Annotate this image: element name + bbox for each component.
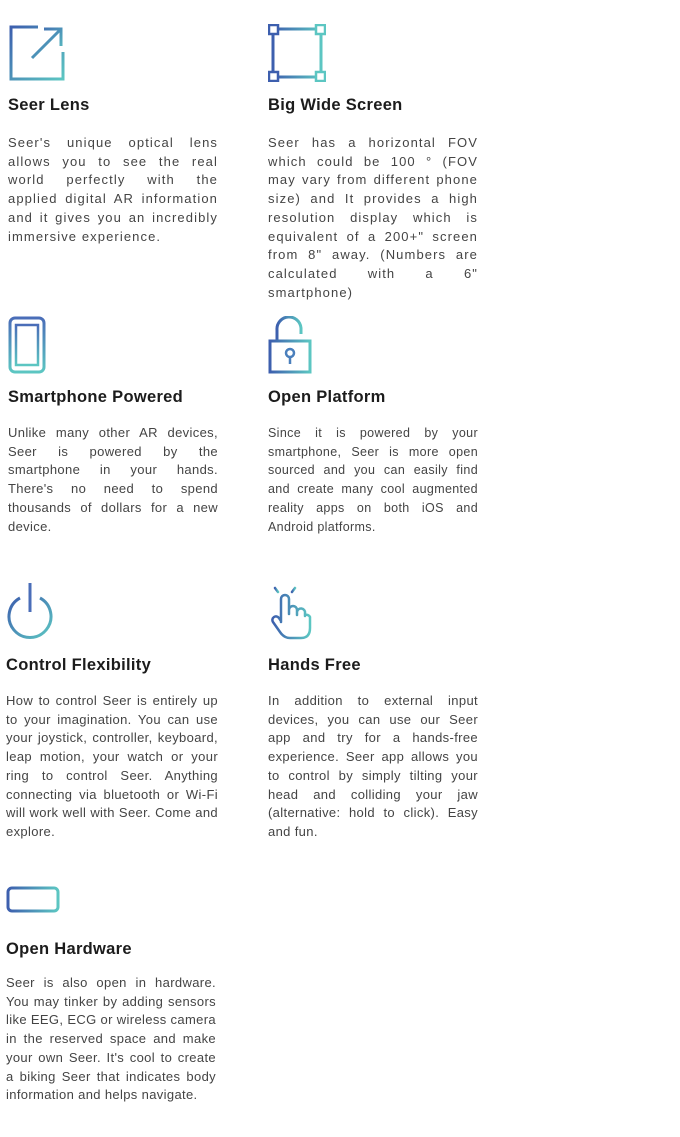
feature-seer-lens — [8, 24, 220, 254]
feature-title: Smartphone Powered — [8, 388, 184, 406]
feature-description: In addition to external input devices, you can use our Seer app and try for a hands-free experience. Seer app allows you to control by simply tilting your head and colliding your jaw (alternative: hold to click). Easy and fun. — [268, 693, 478, 839]
smartphone-icon — [8, 316, 46, 374]
feature-smartphone-powered — [8, 316, 220, 534]
feature-description: Unlike many other AR devices, Seer is powered by the smartphone in your hands. There's no need to spend thousands of dollars for a new device. — [8, 425, 218, 534]
feature-open-hardware — [6, 886, 218, 1116]
feature-control-flexibility — [6, 582, 218, 852]
feature-title: Open Hardware — [6, 940, 132, 958]
selection-frame-icon — [268, 24, 326, 82]
feature-description: Seer's unique optical lens allows you to see the real world perfectly with the applied digital AR information and it gives you an incredibly immersive experience. — [8, 135, 218, 244]
feature-title: Big Wide Screen — [268, 96, 403, 114]
circuit-board-icon — [6, 886, 60, 928]
power-icon — [6, 582, 54, 640]
feature-title: Seer Lens — [8, 96, 90, 114]
external-link-arrow-icon — [8, 24, 66, 82]
feature-description: Since it is powered by your smartphone, Seer is more open sourced and you can easily find and create many cool augmented reality apps on both iOS and Android platforms. — [268, 426, 478, 534]
feature-description: Seer is also open in hardware. You may tinker by adding sensors like EEG, ECG or wireless camera in the reserved space and make your own Seer. It's cool to create a biking Seer that indicates body information and helps navigate. — [6, 975, 216, 1103]
feature-hands-free — [268, 582, 480, 839]
unlocked-padlock-icon — [268, 316, 312, 374]
feature-big-wide-screen — [268, 24, 480, 300]
tap-hand-icon — [268, 582, 312, 640]
feature-title: Hands Free — [268, 656, 361, 674]
feature-description: Seer has a horizontal FOV which could be 100 ° (FOV may vary from different phone size) and It provides a high resolution display which is equivalent of a 200+" screen from 8" away. (Numbers are calculated with a 6" smartphone) — [268, 135, 478, 300]
feature-open-platform — [268, 316, 480, 546]
feature-description: How to control Seer is entirely up to your imagination. You can use your joystick, controller, keyboard, leap motion, your watch or your ring to control Seer. Anything connecting via bluetooth or Wi-Fi will work well with Seer. Come and explore. — [6, 693, 218, 839]
feature-title: Control Flexibility — [6, 656, 152, 674]
feature-title: Open Platform — [268, 388, 386, 406]
